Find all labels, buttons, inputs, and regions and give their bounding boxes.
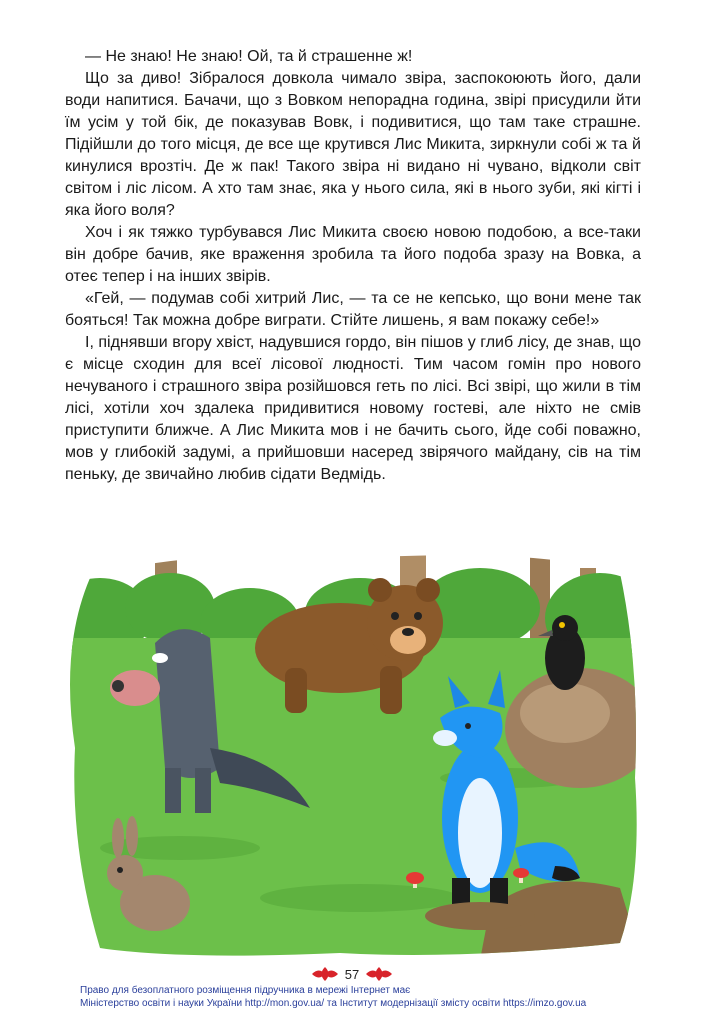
page-number: 57 [344, 967, 360, 982]
footer-notice [80, 984, 680, 1010]
stump [425, 902, 535, 930]
paragraph-5: І, піднявши вгору хвіст, надувшися гордо, він пішов у глиб лісу, де знав, що є місце сходин для всеї лісової людності. Тим часом гомін про нового нечуваного і страшного звіра розійшовся геть по лісі. Всі звірі, що жили в тім лісі, хотіли хоч здалека придивитися новому гостеві, але ніхто не смів приступити ближче. А Лис Микита мов і не бачить сього, йде собі поважно, мов у глибокій задумі, а прийшовши насеред звірячого майдану, сів на тім пеньку, де звичайно любив сідати Ведмідь. [65, 334, 641, 483]
right-ornament [364, 965, 394, 983]
forest-illustration [60, 548, 642, 960]
footer-line-2: Міністерство освіти і науки України http://mon.gov.ua/ та Інститут модернізації змісту освіти https://imzo.gov.ua [80, 998, 587, 1009]
paragraph-1: — Не знаю! Не знаю! Ой, та й страшенне ж! [85, 48, 413, 65]
footer-line-1: Право для безоплатного розміщення підручника в мережі Інтернет має [80, 985, 411, 996]
paragraph-4: «Гей, — подумав собі хитрий Лис, — та се не кепсько, що вони мене так бояться! Так можна добре виграти. Стійте лишень, я вам покажу себе!» [65, 290, 641, 329]
paragraph-2: Що за диво! Зібралося довкола чимало звіра, заспокоюють його, дали води напитися. Бачачи, що з Вовком непорадна година, звірі присудили йти їм усім у той бік, де показував Вовк, і подивитися, що там таке страшне. Підійшли до того місця, де все ще крутився Лис Микита, зиркнули собі ж та й кинулися врозтіч. Де ж пак! Такого звіра ні видано ні чувано, відколи світ світом і ліс лісом. А хто там знає, яка у нього сила, які в нього зуби, які кігті і яка його воля? [65, 70, 641, 219]
story-text [65, 46, 641, 486]
paragraph-3: Хоч і як тяжко турбувався Лис Микита своєю новою подобою, а все-таки він добре бачив, яке враження зробила та його подоба зразу на Вовка, а отеє тепер і на інших звірів. [65, 224, 641, 285]
